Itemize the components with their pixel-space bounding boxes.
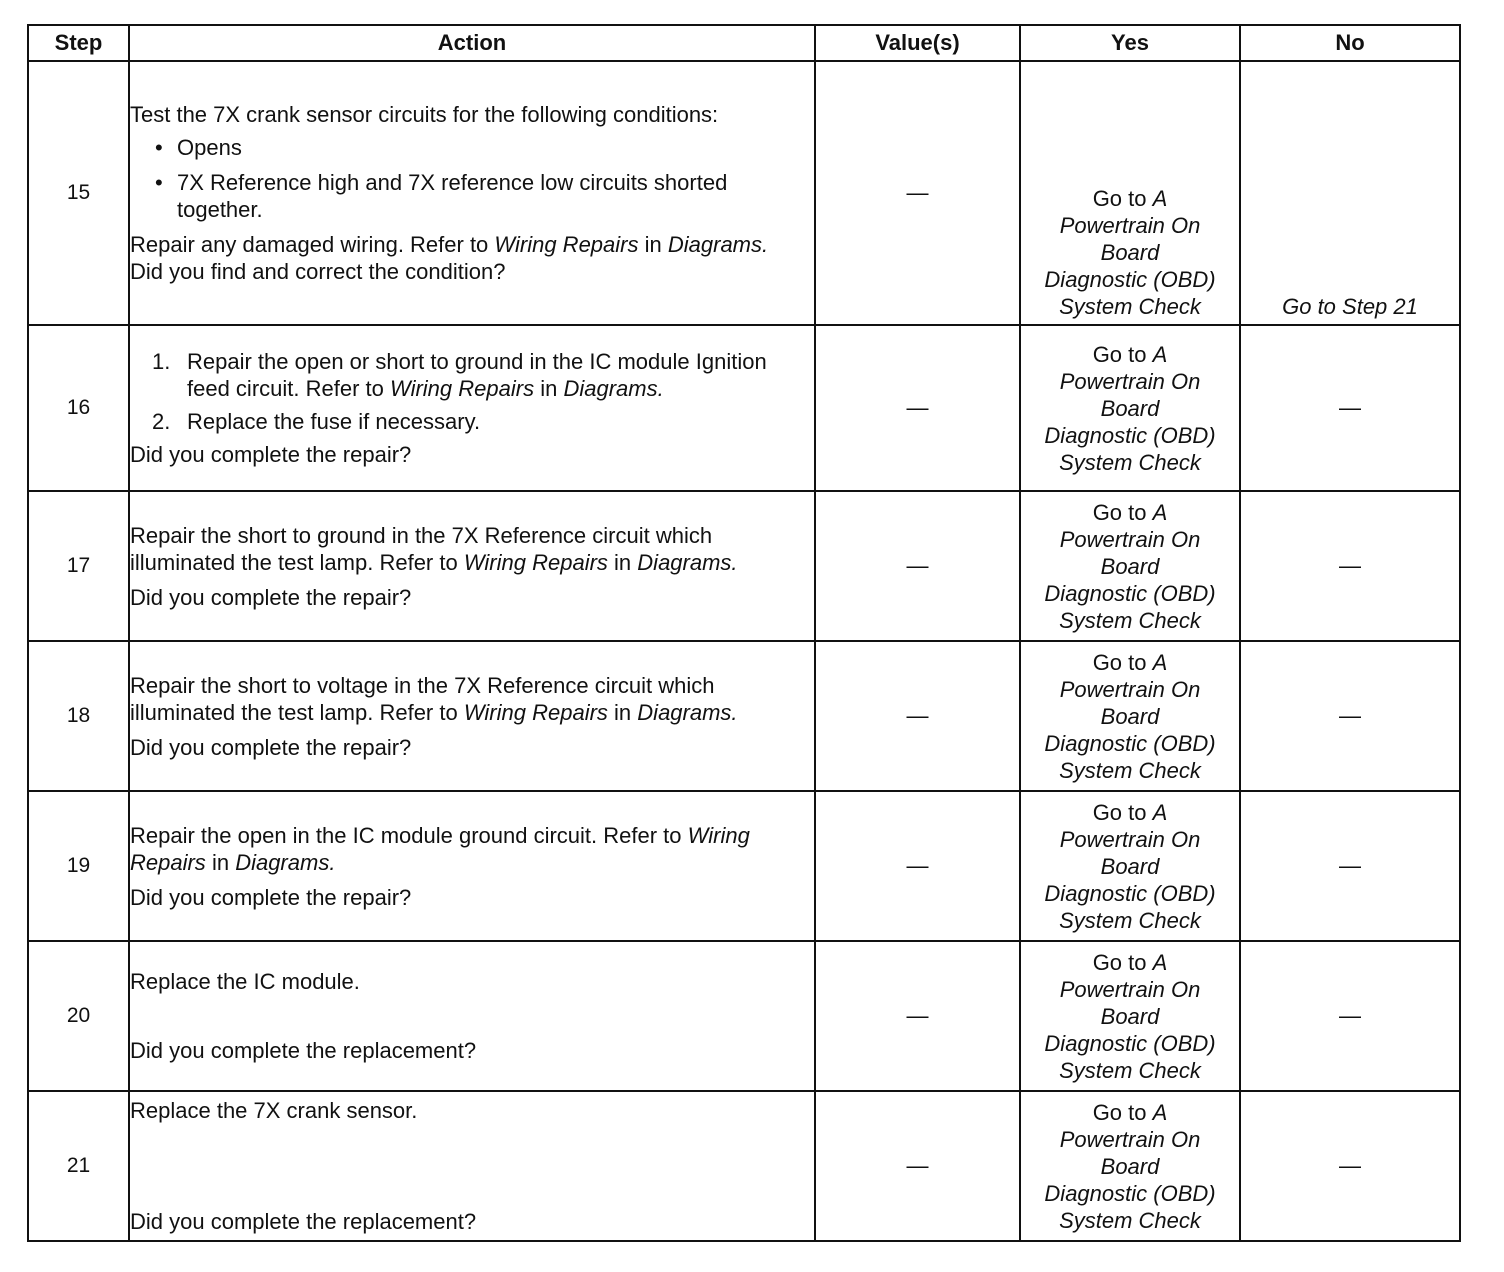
action-question: Did you find and correct the condition?: [130, 259, 506, 284]
step-number: 16: [28, 325, 129, 491]
step-number: 20: [28, 941, 129, 1091]
list-item: • 7X Reference high and 7X reference low circuits shorted together.: [155, 170, 728, 222]
list-item: 2. Replace the fuse if necessary.: [152, 409, 481, 434]
action-question: Did you complete the repair?: [130, 884, 412, 910]
action-cell: [129, 61, 815, 325]
no-cell: —: [1240, 1091, 1460, 1241]
table-row-step-17: [28, 491, 1460, 641]
step-number: 18: [28, 641, 129, 791]
yes-cell: Go to A Powertrain On Board Diagnostic (OBD) System Check: [1020, 941, 1240, 1091]
table-row-step-19: [28, 791, 1460, 941]
bullet-icon: •: [155, 170, 163, 195]
action-question: Did you complete the repair?: [130, 442, 412, 467]
value-cell: —: [815, 491, 1020, 641]
no-cell: —: [1240, 791, 1460, 941]
action-cell: [129, 325, 815, 491]
diagrams-ref: Diagrams.: [563, 376, 664, 401]
header-action: Action: [129, 25, 815, 61]
step-number: 17: [28, 491, 129, 641]
value-cell: —: [815, 941, 1020, 1091]
repair-instruction: Repair any damaged wiring. Refer to Wiring Repairs in Diagrams.: [130, 232, 769, 257]
action-cell: [129, 791, 815, 941]
table-row-step-15: [28, 61, 1460, 325]
action-cell: [129, 1091, 815, 1241]
header-row: [28, 25, 1460, 61]
table-row-step-16: [28, 325, 1460, 491]
wiring-repairs-ref: Wiring Repairs: [494, 232, 639, 257]
no-cell: —: [1240, 491, 1460, 641]
repair-steps-list: [130, 348, 814, 435]
condition-list: [130, 134, 814, 223]
wiring-repairs-ref: Wiring Repairs: [463, 549, 608, 575]
action-question: Did you complete the replacement?: [130, 1038, 477, 1063]
diagrams-ref: Diagrams.: [637, 549, 738, 575]
diagrams-ref: Diagrams.: [667, 232, 769, 257]
step-number: 21: [28, 1091, 129, 1241]
action-cell: [129, 491, 815, 641]
value-cell: —: [815, 1091, 1020, 1241]
action-text: Replace the IC module.: [130, 969, 360, 994]
value-cell: —: [815, 325, 1020, 491]
yes-cell: Go to A Powertrain On Board Diagnostic (OBD) System Check: [1020, 491, 1240, 641]
value-cell: —: [815, 641, 1020, 791]
wiring-repairs-ref: Wiring Repairs: [390, 376, 535, 401]
action-text: Repair the short to ground in the 7X Reference circuit which illuminated the test lamp. Refer to Wiring Repairs in Diagrams.: [130, 522, 738, 575]
no-cell: —: [1240, 641, 1460, 791]
action-intro: Test the 7X crank sensor circuits for the following conditions:: [130, 102, 719, 127]
step-number: 15: [28, 61, 129, 325]
header-step: Step: [28, 25, 129, 61]
action-question: Did you complete the repair?: [130, 734, 412, 760]
yes-cell: Go to A Powertrain On Board Diagnostic (OBD) System Check: [1020, 61, 1240, 325]
table-row-step-20: [28, 941, 1460, 1091]
header-no: No: [1240, 25, 1460, 61]
diagrams-ref: Diagrams.: [637, 699, 738, 725]
no-cell: —: [1240, 325, 1460, 491]
table-row-step-21: [28, 1091, 1460, 1241]
table-row-step-18: [28, 641, 1460, 791]
list-item: 1. Repair the open or short to ground in the IC module Ignition feed circuit. Refer to Wiring Repairs in Diagrams.: [152, 349, 767, 401]
go-to-step-link: Go to Step 21: [1282, 294, 1418, 319]
step-number: 19: [28, 791, 129, 941]
header-yes: Yes: [1020, 25, 1240, 61]
no-cell: [1240, 61, 1460, 325]
no-cell: —: [1240, 941, 1460, 1091]
action-question: Did you complete the repair?: [130, 584, 412, 610]
wiring-repairs-ref: Wiring Repairs: [463, 699, 608, 725]
yes-cell: Go to A Powertrain On Board Diagnostic (OBD) System Check: [1020, 791, 1240, 941]
action-text: Repair the short to voltage in the 7X Reference circuit which illuminated the test lamp. Refer to Wiring Repairs in Diagrams.: [130, 672, 738, 725]
action-cell: [129, 641, 815, 791]
action-text: Replace the 7X crank sensor.: [130, 1098, 418, 1123]
diagrams-ref: Diagrams.: [235, 849, 336, 875]
diagnostic-table: [27, 24, 1461, 1242]
bullet-icon: •: [155, 135, 163, 160]
action-cell: [129, 941, 815, 1091]
yes-cell: Go to A Powertrain On Board Diagnostic (OBD) System Check: [1020, 325, 1240, 491]
action-text: Repair the open in the IC module ground circuit. Refer to Wiring Repairs in Diagrams.: [130, 822, 750, 875]
value-cell: —: [815, 791, 1020, 941]
action-question: Did you complete the replacement?: [130, 1209, 477, 1234]
yes-cell: Go to A Powertrain On Board Diagnostic (OBD) System Check: [1020, 641, 1240, 791]
list-item: • Opens: [155, 135, 242, 160]
wiring-repairs-ref: Wiring Repairs: [130, 822, 750, 875]
header-values: Value(s): [815, 25, 1020, 61]
yes-cell: Go to A Powertrain On Board Diagnostic (OBD) System Check: [1020, 1091, 1240, 1241]
value-cell: —: [815, 61, 1020, 325]
